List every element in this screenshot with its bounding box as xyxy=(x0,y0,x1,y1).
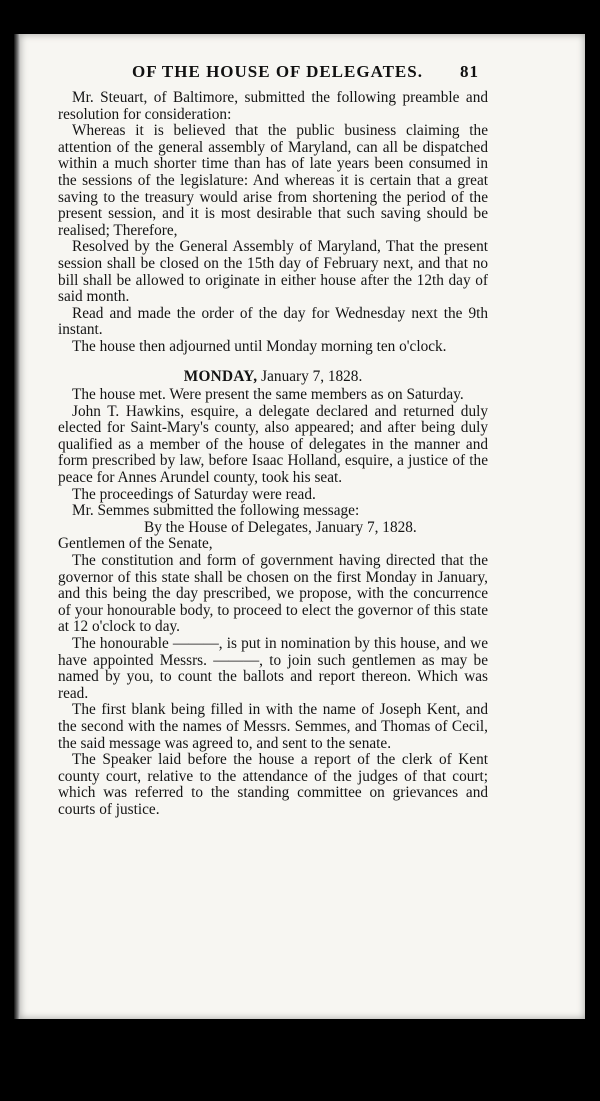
paragraph: The Speaker laid before the house a report of the clerk of Kent county court, relative to the attendance of the judges of that court; which was referred to the standing committee on grievances and courts of justice. xyxy=(58,751,488,818)
paragraph: Resolved by the General Assembly of Maryland, That the present session shall be closed on the 15th day of February next, and that no bill shall be allowed to originate in either house after the 12th day of said month. xyxy=(58,238,488,306)
paragraph: The first blank being filled in with the name of Joseph Kent, and the second with the names of Messrs. Semmes, and Thomas of Cecil, the said message was agreed to, and sent to the senate. xyxy=(58,701,488,752)
running-header xyxy=(20,62,585,86)
body-text xyxy=(58,90,488,819)
paragraph: The proceedings of Saturday were read. xyxy=(72,485,316,503)
paragraph: The constitution and form of government having directed that the governor of this state shall be chosen on the first Monday in January, and this being the day prescribed, we propose, with the concurrence of your honourable body, to proceed to elect the governor of this state at 12 o'clock to day. xyxy=(58,552,488,636)
section-day: MONDAY, xyxy=(183,367,258,385)
section-heading xyxy=(58,369,488,386)
message-salutation: Gentlemen of the Senate, xyxy=(58,535,213,553)
section-date: January 7, 1828. xyxy=(261,367,363,385)
page-number: 81 xyxy=(460,62,479,81)
paragraph: The house then adjourned until Monday morning ten o'clock. xyxy=(72,337,447,355)
message-dateline: By the House of Delegates, January 7, 1828. xyxy=(144,518,417,536)
paragraph: John T. Hawkins, esquire, a delegate declared and returned duly elected for Saint-Mary's county, also appeared; and after being duly qualified as a member of the house of delegates in the manner and form prescribed by law, before Isaac Holland, esquire, a justice of the peace for Annes Arundel county, took his seat. xyxy=(58,402,488,487)
paragraph: Mr. Semmes submitted the following message: xyxy=(72,502,360,520)
paragraph: Mr. Steuart, of Baltimore, submitted the following preamble and resolution for consideration: xyxy=(58,89,488,123)
paragraph: Whereas it is believed that the public business claiming the attention of the general assembly of Maryland, can all be dispatched within a much shorter time than has of late years been consumed in the sessions of the legislature: And whereas it is certain that a great saving to the treasury would arise from shortening the period of the present session, and it is most desirable that such saving should be realised; Therefore, xyxy=(58,122,488,239)
page-title: OF THE HOUSE OF DELEGATES. xyxy=(132,62,423,81)
paragraph: Read and made the order of the day for Wednesday next the 9th instant. xyxy=(58,304,488,339)
paragraph: The house met. Were present the same members as on Saturday. xyxy=(72,386,464,404)
document-page xyxy=(20,34,585,1019)
paragraph: The honourable ———, is put in nomination by this house, and we have appointed Messrs. ———, to join such gentlemen as may be named by you, to count the ballots and report thereon. Which was read. xyxy=(58,635,488,702)
